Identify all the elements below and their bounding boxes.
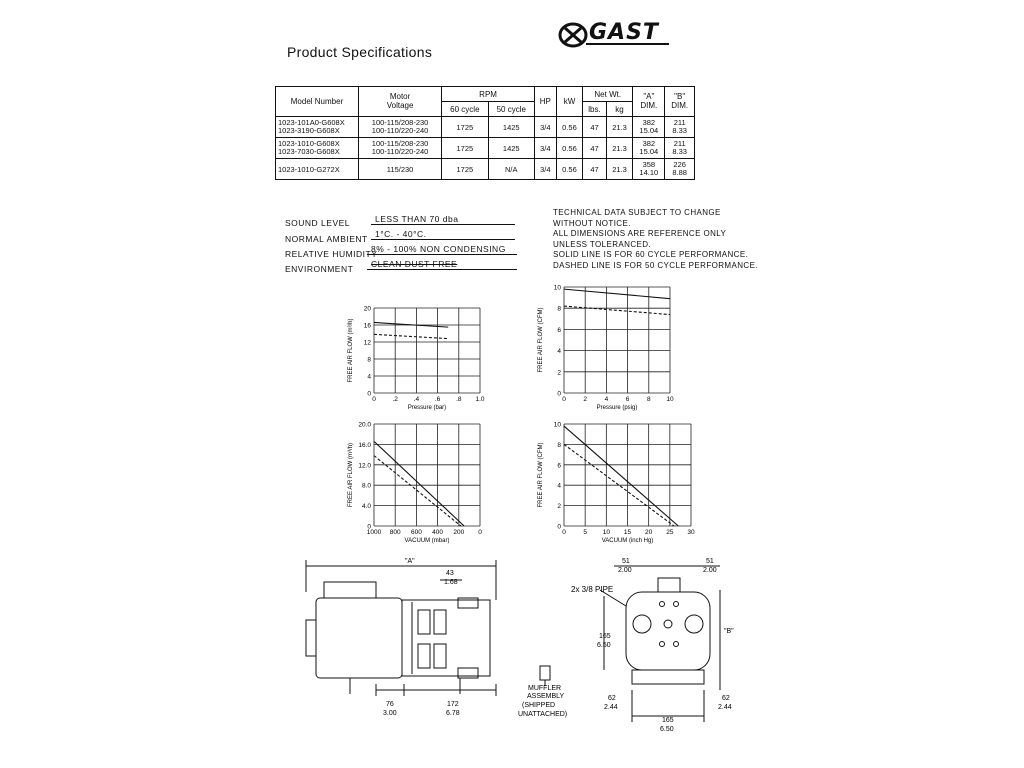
cell-lbs: 47 [583, 159, 607, 180]
header-a-1: "A" [643, 92, 655, 101]
a-line: 15.04 [639, 126, 659, 135]
cell-kg: 21.3 [606, 138, 632, 159]
cell-lbs: 47 [583, 138, 607, 159]
dim-165h: 165 [599, 633, 611, 640]
x-tick-label: 25 [666, 529, 674, 536]
b-line: 226 [673, 159, 686, 169]
x-tick-label: 0 [372, 396, 376, 403]
motor-body [316, 598, 402, 678]
header-b-1: "B" [674, 92, 686, 101]
x-tick-label: 600 [410, 529, 422, 536]
y-tick-label: 10 [553, 284, 561, 292]
cell-kw: 0.56 [556, 117, 582, 138]
y-axis-label: FREE AIR FLOW (m³/h) [348, 318, 354, 383]
model-line: 1023-3190-G608X [278, 126, 340, 135]
dim-650h: 6.50 [597, 642, 611, 649]
x-tick-label: 4 [604, 396, 609, 403]
end-view-drawing [600, 566, 720, 722]
side-view-drawing [306, 560, 496, 696]
cell-kg: 21.3 [606, 159, 632, 180]
environment-value: CLEAN DUST FREE [367, 259, 517, 270]
x-tick-label: 10 [602, 529, 610, 536]
voltage-line: 100-110/220-240 [371, 147, 429, 156]
x-tick-label: 0 [562, 529, 566, 536]
y-tick-label: 12.0 [358, 462, 371, 470]
pump-base [632, 670, 704, 684]
voltage-line: 100-110/220-240 [371, 126, 429, 135]
relative-humidity-value: 8% - 100% NON CONDENSING [367, 244, 517, 255]
y-axis-label: FREE AIR FLOW (m³/h) [348, 442, 354, 508]
muffler-label-4: UNATTACHED) [518, 711, 568, 718]
header-voltage-1: Motor [389, 92, 411, 101]
a-line: 382 [642, 117, 656, 127]
cell-kg: 21.3 [606, 117, 632, 138]
x-tick-label: 20 [645, 529, 653, 536]
dim-43: 43 [446, 570, 454, 577]
dim-200b: 2.00 [703, 567, 717, 574]
x-tick-label: 0 [562, 396, 566, 403]
y-tick-label: 2 [557, 369, 561, 377]
y-tick-label: 16 [363, 322, 371, 330]
port-right [685, 615, 703, 633]
note-line: TECHNICAL DATA SUBJECT TO CHANGE [553, 208, 721, 217]
y-tick-label: 0 [557, 523, 561, 531]
x-tick-label: 10 [666, 396, 674, 403]
x-tick-label: 8 [646, 396, 651, 403]
y-tick-label: 10 [553, 421, 561, 429]
x-tick-label: .2 [392, 396, 398, 403]
x-tick-label: 1000 [366, 529, 382, 536]
x-tick-label: .4 [413, 396, 420, 403]
x-tick-label: .6 [434, 396, 441, 403]
cell-model: 1023-1010-G272X [276, 159, 359, 180]
x-tick-label: 200 [453, 529, 465, 536]
y-tick-label: 8.0 [361, 482, 371, 490]
normal-ambient-value: 1°C. - 40°C. [371, 229, 515, 240]
y-axis-label: FREE AIR FLOW (CFM) [538, 307, 544, 373]
header-model: Model Number [276, 87, 359, 117]
cell-rpm50: N/A [488, 159, 534, 180]
pump-vent [418, 610, 430, 634]
b-line: 8.33 [672, 147, 687, 156]
muffler-body [540, 666, 550, 680]
cell-hp: 3/4 [534, 138, 556, 159]
a-line: 14.10 [639, 168, 659, 177]
dim-51a: 51 [622, 558, 630, 565]
dim-650w: 6.50 [660, 726, 674, 733]
dim-a-label: "A" [405, 558, 415, 565]
bolt [674, 602, 679, 607]
dim-62b: 62 [722, 695, 730, 702]
y-tick-label: 4 [367, 373, 371, 381]
y-tick-label: 8 [557, 441, 561, 449]
dim-244a: 2.44 [604, 704, 618, 711]
y-tick-label: 0 [367, 523, 371, 531]
sound-level-value: LESS THAN 70 dba [371, 214, 515, 225]
note-line: DASHED LINE IS FOR 50 CYCLE PERFORMANCE. [553, 260, 758, 270]
y-tick-label: 4 [557, 348, 561, 356]
y-tick-label: 20 [363, 305, 371, 313]
model-line: 1023-1010-G608X [278, 138, 340, 148]
dim-165w: 165 [662, 717, 674, 724]
y-tick-label: 20.0 [358, 421, 371, 429]
cell-hp: 3/4 [534, 117, 556, 138]
header-rpm-50: 50 cycle [488, 102, 534, 117]
bolt [660, 642, 665, 647]
note-line: UNLESS TOLERANCED. [553, 239, 652, 249]
y-tick-label: 6 [557, 462, 561, 470]
y-axis-label: FREE AIR FLOW (CFM) [538, 442, 544, 508]
dim-244b: 2.44 [718, 704, 732, 711]
header-hp: HP [534, 87, 556, 117]
pump-end-top [658, 578, 680, 592]
relative-humidity-label: RELATIVE HUMIDITY [285, 249, 378, 259]
pump-end-housing [626, 592, 710, 670]
x-axis-label: VACUUM (inch Hg) [601, 538, 654, 544]
x-tick-label: 5 [583, 529, 587, 536]
dim-678: 6.78 [446, 710, 460, 717]
muffler-label-1: MUFFLER [528, 685, 562, 692]
sound-level-label: SOUND LEVEL [285, 218, 351, 228]
a-line: 382 [642, 138, 656, 148]
cell-kw: 0.56 [556, 159, 582, 180]
dim-168: 1.68 [444, 579, 458, 586]
y-tick-label: 12 [363, 339, 371, 347]
pump-vent [434, 610, 446, 634]
bolt [660, 602, 665, 607]
cell-voltage: 115/230 [359, 159, 442, 180]
header-b-2: DIM. [671, 100, 689, 110]
cell-rpm50: 1425 [488, 138, 534, 159]
header-a-2: DIM. [640, 100, 658, 110]
cell-rpm50: 1425 [488, 117, 534, 138]
model-line: 1023-101A0-G608X [278, 117, 345, 127]
bolt [674, 642, 679, 647]
note-line: ALL DIMENSIONS ARE REFERENCE ONLY [553, 229, 727, 238]
a-line: 15.04 [639, 147, 659, 156]
y-tick-label: 16.0 [358, 441, 371, 449]
normal-ambient-label: NORMAL AMBIENT [285, 234, 368, 244]
cell-rpm60: 1725 [442, 138, 488, 159]
y-tick-label: 0 [367, 390, 371, 398]
dim-51b: 51 [706, 558, 714, 565]
dim-172: 172 [447, 701, 459, 708]
environment-label: ENVIRONMENT [285, 264, 354, 274]
b-line: 8.88 [672, 168, 687, 177]
b-line: 8.33 [672, 126, 687, 135]
cell-rpm60: 1725 [442, 159, 488, 180]
motor-end-cap [306, 620, 316, 656]
muffler-drawing [540, 666, 550, 686]
x-tick-label: 6 [625, 396, 630, 403]
y-tick-label: 4 [557, 482, 561, 490]
pipe-label: 2x 3/8 PIPE [571, 585, 614, 594]
header-rpm-60: 60 cycle [442, 102, 488, 117]
y-tick-label: 6 [557, 326, 561, 334]
voltage-line: 100-115/208-230 [371, 117, 429, 127]
brand-name: GAST [589, 20, 659, 45]
pump-vent [418, 644, 430, 668]
x-axis-label: Pressure (bar) [407, 405, 447, 411]
cell-rpm60: 1725 [442, 117, 488, 138]
muffler-label-2: ASSEMBLY [527, 693, 565, 700]
voltage-line: 100-115/208-230 [371, 138, 429, 148]
x-tick-label: 30 [687, 529, 695, 536]
dim-62a: 62 [608, 695, 616, 702]
muffler-label-3: (SHIPPED [522, 702, 556, 709]
a-line: 358 [642, 159, 656, 169]
dim-200a: 2.00 [618, 567, 632, 574]
b-line: 211 [673, 117, 686, 127]
note-line: WITHOUT NOTICE. [553, 218, 631, 228]
pump-vent [434, 644, 446, 668]
motor-junction-box [324, 582, 376, 598]
x-tick-label: 15 [623, 529, 632, 536]
model-line: 1023-7030-G608X [278, 147, 340, 156]
header-voltage-2: Voltage [386, 100, 414, 110]
x-tick-label: 400 [432, 529, 444, 536]
header-lbs: lbs. [583, 102, 607, 117]
x-tick-label: 2 [583, 396, 588, 403]
y-tick-label: 2 [557, 503, 561, 511]
header-kg: kg [606, 102, 632, 117]
cell-lbs: 47 [583, 117, 607, 138]
b-line: 211 [673, 138, 686, 148]
header-kw: kW [556, 87, 582, 117]
cell-hp: 3/4 [534, 159, 556, 180]
y-tick-label: 8 [367, 356, 371, 364]
x-tick-label: .8 [456, 396, 462, 403]
port-left [633, 615, 651, 633]
dim-300: 3.00 [383, 710, 397, 717]
x-tick-label: 1.0 [475, 396, 485, 403]
note-line: SOLID LINE IS FOR 60 CYCLE PERFORMANCE. [553, 250, 749, 259]
x-tick-label: 800 [389, 529, 401, 536]
header-rpm: RPM [442, 87, 535, 102]
y-tick-label: 4.0 [361, 503, 371, 511]
dim-76: 76 [386, 701, 394, 708]
header-net-wt: Net Wt. [583, 87, 633, 102]
center-hub [664, 620, 672, 628]
y-tick-label: 0 [557, 390, 561, 398]
x-tick-label: 0 [478, 529, 482, 536]
cell-kw: 0.56 [556, 138, 582, 159]
x-axis-label: VACUUM (mbar) [404, 538, 450, 544]
x-axis-label: Pressure (psig) [596, 405, 638, 411]
page-title: Product Specifications [287, 44, 433, 60]
dim-b-label: "B" [724, 628, 734, 635]
y-tick-label: 8 [557, 305, 561, 313]
